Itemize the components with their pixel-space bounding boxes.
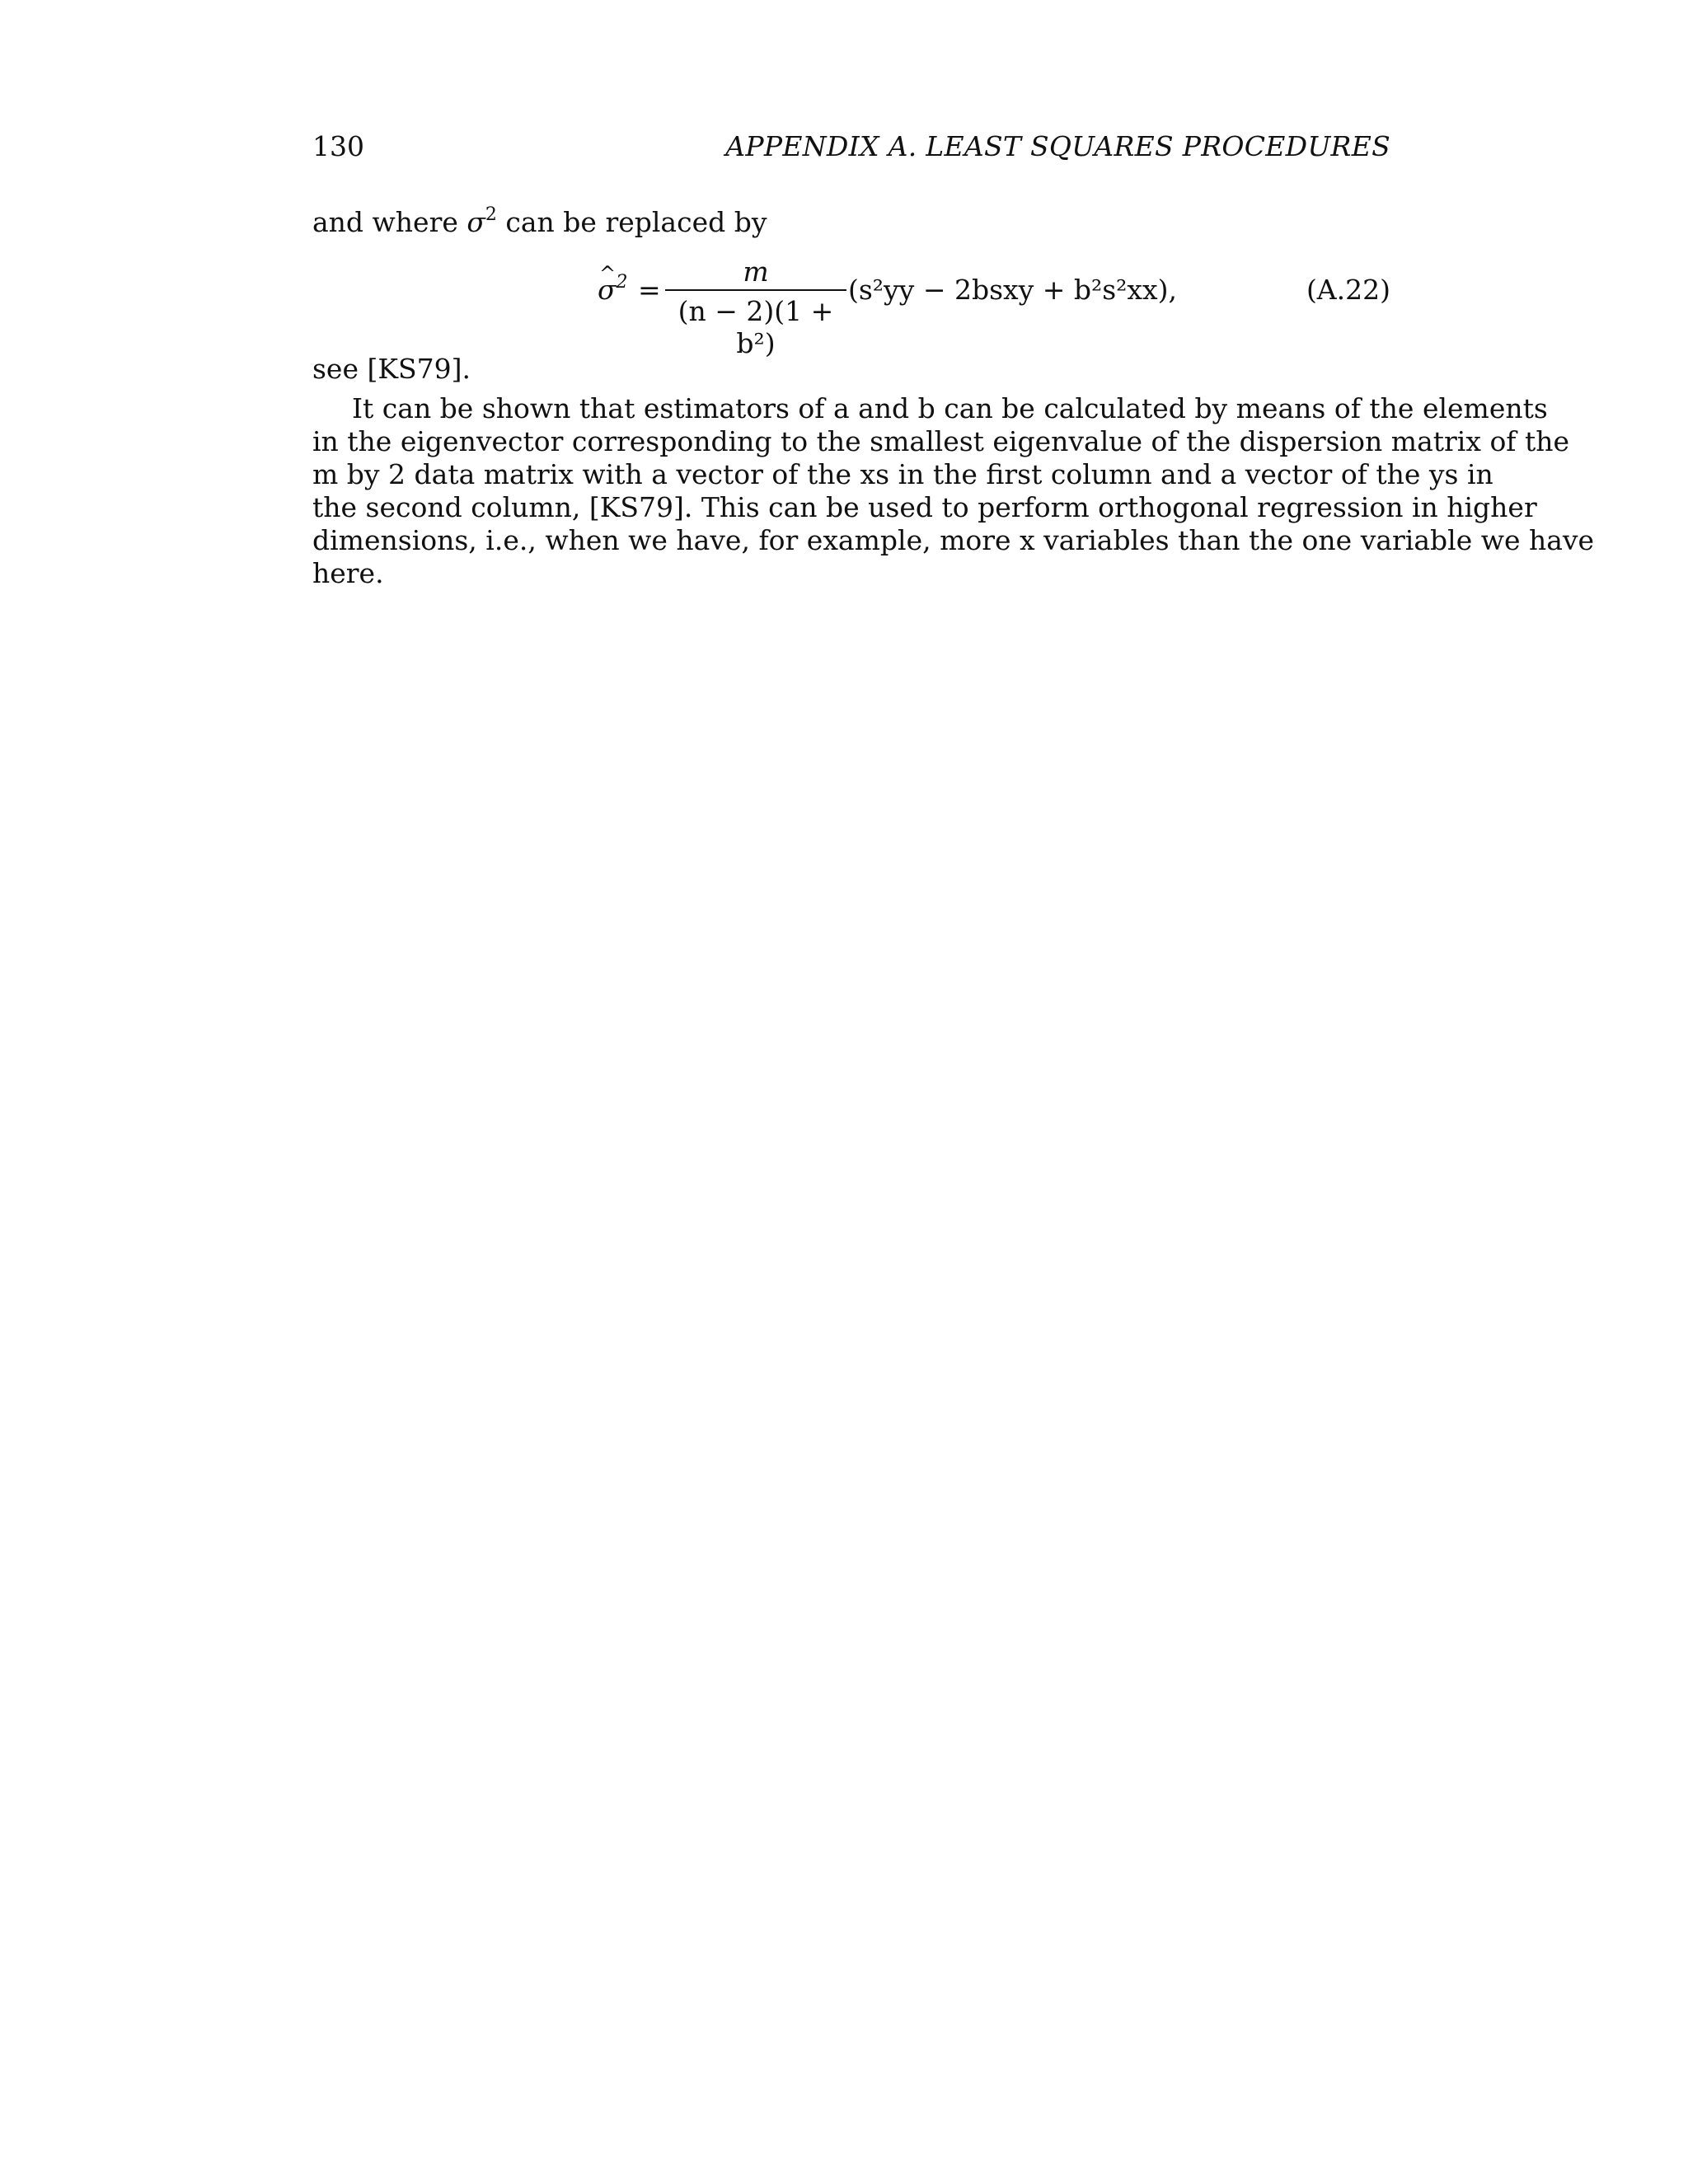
intro-text-before: and where — [312, 206, 467, 238]
body-paragraph — [312, 392, 1595, 590]
equation-rhs: (s²yy − 2bsxy + b²s²xx), — [848, 274, 1177, 306]
fraction-denominator: (n − 2)(1 + b²) — [678, 295, 834, 359]
equals-sign: = — [638, 274, 661, 306]
equation-number: (A.22) — [1306, 274, 1390, 306]
page-number: 130 — [312, 130, 364, 162]
fraction-numerator: m — [743, 255, 769, 288]
paragraph-line: here. — [312, 557, 384, 589]
paragraph-line: It can be shown that estimators of a and b can be calculated by means of the elements — [352, 392, 1548, 424]
sigma-exponent: 2 — [485, 204, 497, 225]
equation-lhs — [598, 274, 628, 306]
fraction-bar — [665, 289, 846, 291]
paragraph-line: dimensions, i.e., when we have, for example, more x variables than the one variable we have — [312, 524, 1595, 556]
paragraph-line: the second column, [KS79]. This can be used to perform orthogonal regression in higher — [312, 491, 1537, 523]
equation-a22 — [577, 255, 1177, 359]
intro-line — [312, 206, 1390, 239]
sigma-hat: ^ σ — [598, 274, 617, 306]
sigma-symbol: σ — [467, 206, 485, 238]
paragraph-line: in the eigenvector corresponding to the smallest eigenvalue of the dispersion matrix of the — [312, 425, 1570, 457]
paragraph-line: m by 2 data matrix with a vector of the xs in the first column and a vector of the ys in — [312, 458, 1493, 490]
fraction — [665, 255, 846, 359]
intro-text-after: can be replaced by — [496, 206, 767, 238]
citation-line: see [KS79]. — [312, 353, 471, 385]
running-header-title: APPENDIX A. LEAST SQUARES PROCEDURES — [725, 130, 1390, 162]
equation-lhs-exponent: 2 — [616, 272, 628, 293]
